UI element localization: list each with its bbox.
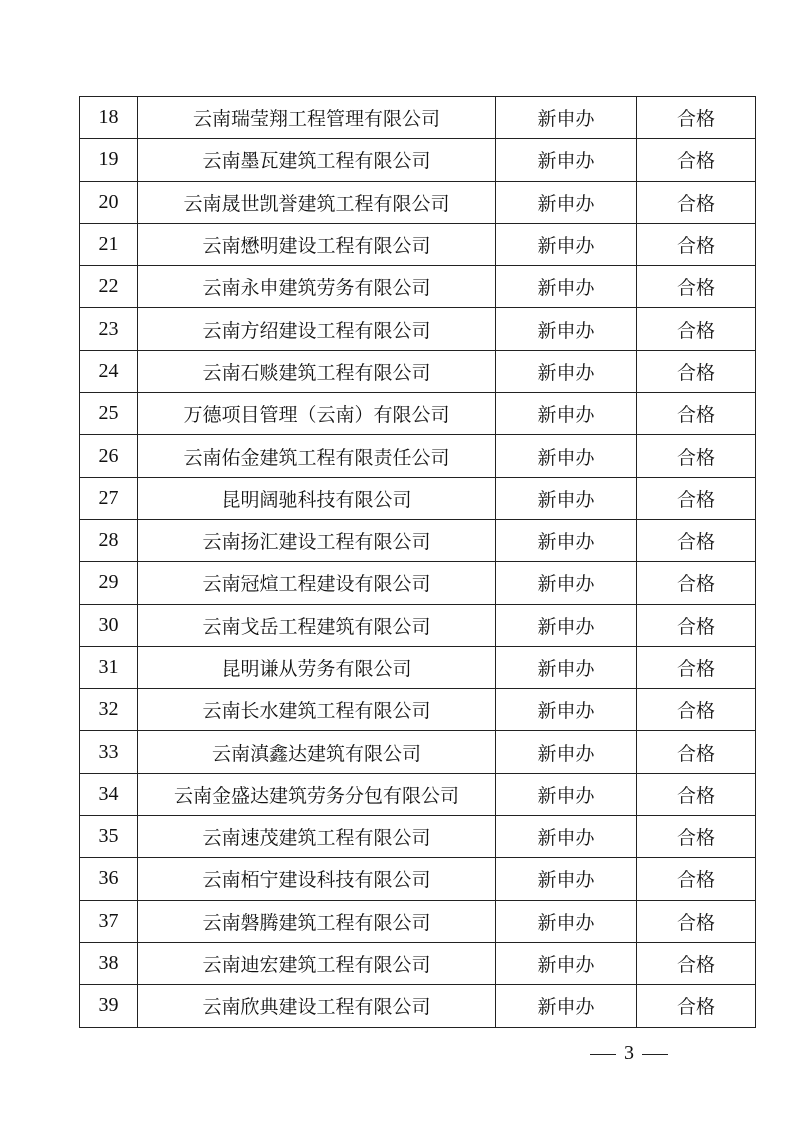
company-name: 云南瑞莹翔工程管理有限公司 (138, 97, 496, 139)
table-row (80, 97, 756, 139)
application-type: 新申办 (496, 562, 637, 604)
table-row (80, 858, 756, 900)
review-result: 合格 (637, 773, 756, 815)
page-footer (590, 1042, 668, 1065)
review-result: 合格 (637, 646, 756, 688)
table-row (80, 139, 756, 181)
company-name: 云南长水建筑工程有限公司 (138, 689, 496, 731)
table-row (80, 689, 756, 731)
application-type: 新申办 (496, 858, 637, 900)
row-number: 33 (80, 731, 138, 773)
table-row (80, 266, 756, 308)
table-row (80, 900, 756, 942)
application-type: 新申办 (496, 139, 637, 181)
table-row (80, 308, 756, 350)
table-row (80, 393, 756, 435)
company-name: 云南迪宏建筑工程有限公司 (138, 942, 496, 984)
application-type: 新申办 (496, 519, 637, 561)
row-number: 35 (80, 816, 138, 858)
row-number: 34 (80, 773, 138, 815)
table-row (80, 646, 756, 688)
table-body (80, 97, 756, 1028)
review-result: 合格 (637, 139, 756, 181)
review-result: 合格 (637, 900, 756, 942)
review-result: 合格 (637, 942, 756, 984)
company-name: 云南永申建筑劳务有限公司 (138, 266, 496, 308)
table-row (80, 942, 756, 984)
company-name: 云南金盛达建筑劳务分包有限公司 (138, 773, 496, 815)
table-row (80, 435, 756, 477)
table-row (80, 604, 756, 646)
application-type: 新申办 (496, 731, 637, 773)
application-type: 新申办 (496, 181, 637, 223)
row-number: 31 (80, 646, 138, 688)
company-name: 云南速茂建筑工程有限公司 (138, 816, 496, 858)
review-result: 合格 (637, 562, 756, 604)
application-type: 新申办 (496, 435, 637, 477)
company-name: 云南佑金建筑工程有限责任公司 (138, 435, 496, 477)
table-row (80, 350, 756, 392)
table-row (80, 181, 756, 223)
row-number: 39 (80, 985, 138, 1027)
review-result: 合格 (637, 816, 756, 858)
row-number: 24 (80, 350, 138, 392)
dash-right (642, 1054, 668, 1055)
application-type: 新申办 (496, 97, 637, 139)
review-result: 合格 (637, 393, 756, 435)
review-result: 合格 (637, 308, 756, 350)
review-result: 合格 (637, 689, 756, 731)
company-name: 昆明谦从劳务有限公司 (138, 646, 496, 688)
row-number: 19 (80, 139, 138, 181)
row-number: 27 (80, 477, 138, 519)
application-type: 新申办 (496, 266, 637, 308)
review-result: 合格 (637, 985, 756, 1027)
application-type: 新申办 (496, 308, 637, 350)
row-number: 36 (80, 858, 138, 900)
company-name: 云南石赕建筑工程有限公司 (138, 350, 496, 392)
company-name: 云南栢宁建设科技有限公司 (138, 858, 496, 900)
application-type: 新申办 (496, 942, 637, 984)
review-result: 合格 (637, 604, 756, 646)
table-row (80, 773, 756, 815)
row-number: 29 (80, 562, 138, 604)
company-name: 云南戈岳工程建筑有限公司 (138, 604, 496, 646)
review-result: 合格 (637, 97, 756, 139)
company-name: 云南墨瓦建筑工程有限公司 (138, 139, 496, 181)
row-number: 37 (80, 900, 138, 942)
review-result: 合格 (637, 266, 756, 308)
row-number: 21 (80, 223, 138, 265)
review-result: 合格 (637, 519, 756, 561)
table-row (80, 477, 756, 519)
row-number: 26 (80, 435, 138, 477)
company-name: 云南滇鑫达建筑有限公司 (138, 731, 496, 773)
application-type: 新申办 (496, 223, 637, 265)
application-type: 新申办 (496, 646, 637, 688)
dash-left (590, 1054, 616, 1055)
company-name: 云南扬汇建设工程有限公司 (138, 519, 496, 561)
row-number: 18 (80, 97, 138, 139)
table-row (80, 985, 756, 1027)
table-row (80, 223, 756, 265)
table-row (80, 816, 756, 858)
application-type: 新申办 (496, 604, 637, 646)
qualification-table (79, 96, 756, 1028)
row-number: 20 (80, 181, 138, 223)
company-name: 云南冠煊工程建设有限公司 (138, 562, 496, 604)
row-number: 30 (80, 604, 138, 646)
page-number: 3 (624, 1042, 634, 1064)
company-name: 云南晟世凯誉建筑工程有限公司 (138, 181, 496, 223)
application-type: 新申办 (496, 689, 637, 731)
company-name: 昆明阔驰科技有限公司 (138, 477, 496, 519)
application-type: 新申办 (496, 816, 637, 858)
review-result: 合格 (637, 435, 756, 477)
row-number: 38 (80, 942, 138, 984)
review-result: 合格 (637, 223, 756, 265)
company-name: 云南磐腾建筑工程有限公司 (138, 900, 496, 942)
review-result: 合格 (637, 731, 756, 773)
application-type: 新申办 (496, 477, 637, 519)
row-number: 32 (80, 689, 138, 731)
row-number: 22 (80, 266, 138, 308)
review-result: 合格 (637, 181, 756, 223)
application-type: 新申办 (496, 350, 637, 392)
table-row (80, 562, 756, 604)
application-type: 新申办 (496, 985, 637, 1027)
company-name: 云南方绍建设工程有限公司 (138, 308, 496, 350)
row-number: 23 (80, 308, 138, 350)
company-name: 云南欣典建设工程有限公司 (138, 985, 496, 1027)
application-type: 新申办 (496, 393, 637, 435)
application-type: 新申办 (496, 900, 637, 942)
table-row (80, 731, 756, 773)
table-row (80, 519, 756, 561)
application-type: 新申办 (496, 773, 637, 815)
review-result: 合格 (637, 858, 756, 900)
company-name: 云南懋明建设工程有限公司 (138, 223, 496, 265)
row-number: 25 (80, 393, 138, 435)
row-number: 28 (80, 519, 138, 561)
review-result: 合格 (637, 477, 756, 519)
company-name: 万德项目管理（云南）有限公司 (138, 393, 496, 435)
review-result: 合格 (637, 350, 756, 392)
